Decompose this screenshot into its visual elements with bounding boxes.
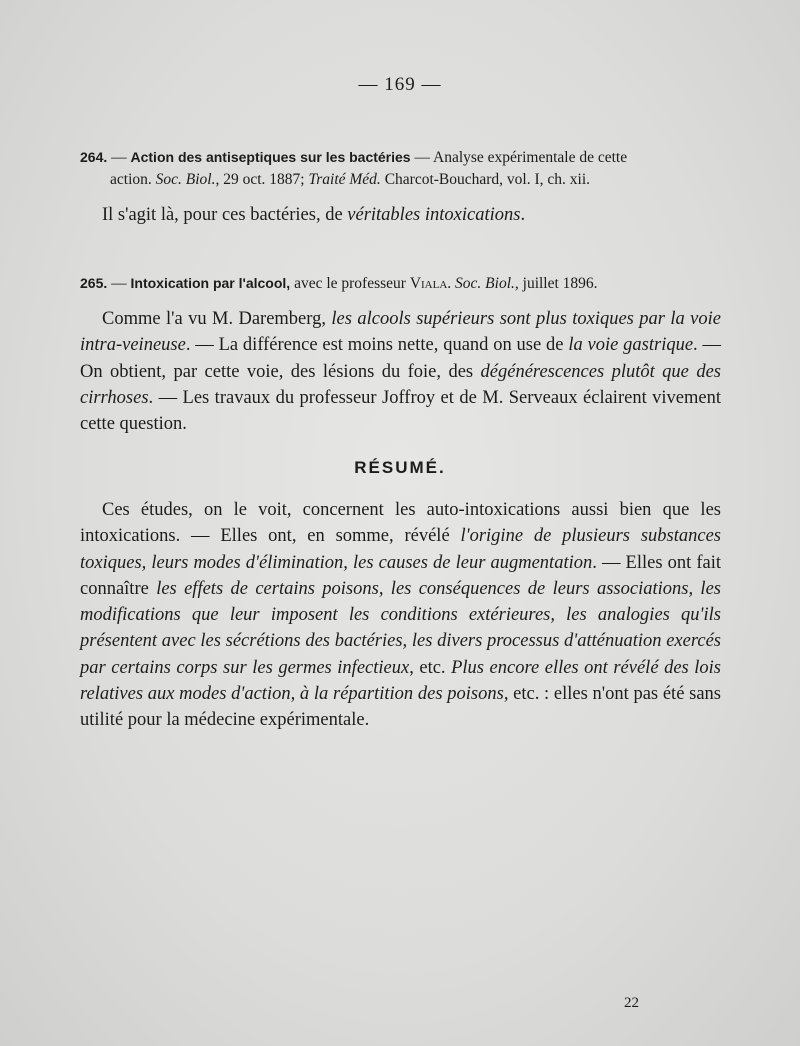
entry-rest: — Analyse expérimentale de cette: [410, 149, 628, 166]
paragraph-264: [80, 202, 721, 228]
entry-title: Intoxication par l'alcool,: [130, 275, 291, 291]
text: .: [520, 205, 526, 225]
entry-text: , 29 oct. 1887;: [215, 171, 309, 188]
entry-number: 264.: [80, 149, 108, 165]
bibliography-entry-265: [80, 272, 696, 295]
italic-text: les effets de certains poisons, les conséquences de leurs associations, les modifications que leur imposent les conditions extérieures, les analogies qu'ils présentent avec les sécrétions des bactéries, les divers processus d'atténuation exercés par certains corps sur les germes infectieux: [80, 578, 721, 678]
signature-mark: 22: [624, 995, 639, 1011]
entry-dash: —: [107, 149, 131, 166]
entry-text: , juillet 1896.: [514, 275, 598, 292]
text: , etc.: [409, 657, 452, 678]
entry-title: Action des antiseptiques sur les bactéries: [130, 149, 411, 165]
text: . — La différence est moins nette, quand on use de: [185, 335, 569, 356]
journal-name: Soc. Biol.: [455, 275, 515, 292]
text: Ces études, on le voit, concernent les auto-intoxications aussi bien que les intoxications. — Elles ont, en somme, révélé: [80, 500, 721, 547]
entry-number: 265.: [80, 275, 108, 291]
entry-text: Charcot-Bouchard, vol. I, ch. xii.: [380, 171, 591, 188]
italic-text: dégénérescences plutôt que des cirrhoses: [80, 361, 721, 408]
paragraph-265: [80, 306, 721, 437]
italic-text: véritables intoxications: [347, 205, 521, 225]
text: Comme l'a vu M. Daremberg,: [102, 309, 332, 329]
text: . — On obtient, par cette voie, des lésions du foie, des: [80, 335, 721, 382]
entry-dash: —: [107, 275, 131, 292]
author-name: Viala: [409, 275, 448, 292]
text: , etc. : elles n'ont pas été sans utilité pour la médecine expérimentale.: [80, 684, 721, 731]
book-title: Traité Méd.: [308, 171, 381, 188]
entry-264-line-1: [80, 146, 696, 169]
journal-name: Soc. Biol.: [155, 171, 216, 188]
bibliography-entry-264: [80, 146, 696, 191]
italic-text: la voie gastrique: [568, 335, 694, 356]
italic-text: l'origine de plusieurs substances toxiques, leurs modes d'élimination, les causes de leur augmentation: [80, 526, 721, 573]
italic-text: Plus encore elles ont révélé des lois relatives aux modes d'action, à la répartition des poisons: [80, 657, 722, 705]
entry-text: avec le professeur: [290, 275, 410, 292]
page-number: — 169 —: [358, 74, 442, 95]
entry-264-line-2: [80, 169, 696, 191]
summary-paragraph: [80, 497, 721, 734]
text: Il s'agit là, pour ces bactéries, de: [102, 205, 348, 225]
text: . — Les travaux du professeur Joffroy et de M. Serveaux éclairent vivement cette question.: [80, 387, 721, 435]
text: . — Elles ont fait connaître: [80, 552, 721, 599]
italic-text: les alcools supérieurs sont plus toxiques par la voie intra-veineuse: [80, 309, 721, 356]
entry-text: action.: [110, 171, 156, 188]
section-heading: RÉSUMÉ.: [354, 458, 446, 477]
entry-text: .: [447, 275, 456, 292]
